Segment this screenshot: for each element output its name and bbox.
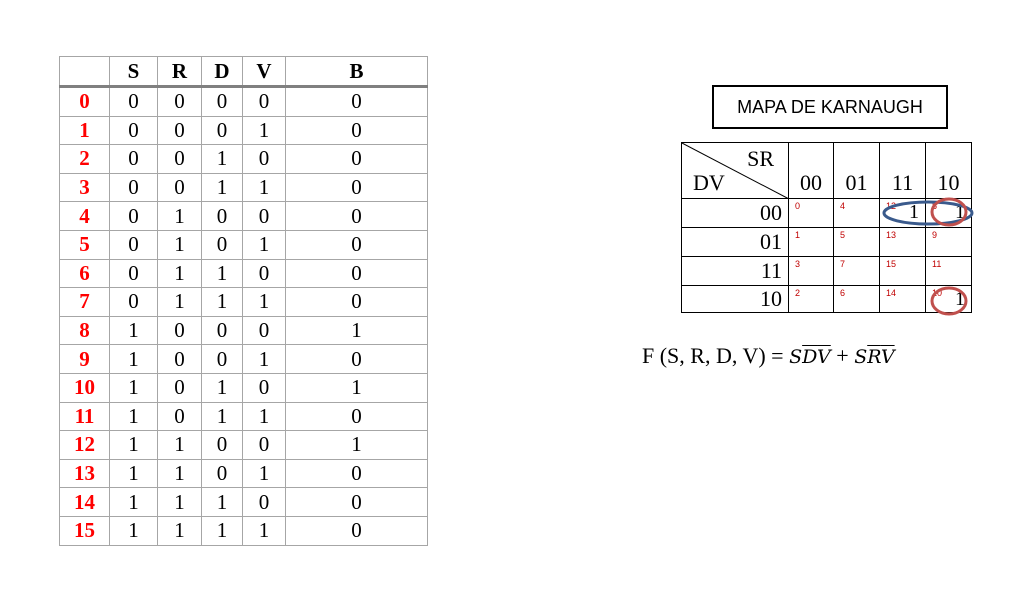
table-cell: 0 bbox=[158, 316, 202, 345]
row-index: 1 bbox=[60, 116, 110, 145]
table-row bbox=[60, 459, 428, 488]
table-cell: 1 bbox=[243, 402, 286, 431]
table-cell: 1 bbox=[158, 431, 202, 460]
table-cell: 0 bbox=[243, 202, 286, 231]
table-cell: 0 bbox=[110, 288, 158, 317]
table-cell: 1 bbox=[243, 288, 286, 317]
table-cell: 0 bbox=[202, 230, 243, 259]
table-cell: 1 bbox=[243, 116, 286, 145]
table-cell: 0 bbox=[286, 402, 428, 431]
formula-plus: + bbox=[830, 343, 855, 368]
row-index: 15 bbox=[60, 516, 110, 545]
kmap-row-header: 01 bbox=[681, 227, 789, 257]
term2-r-bar: $\overline{R}$ bbox=[867, 346, 881, 368]
table-row bbox=[60, 230, 428, 259]
table-cell: 0 bbox=[158, 116, 202, 145]
table-cell: 1 bbox=[202, 145, 243, 174]
truth-table-body bbox=[60, 87, 428, 546]
table-cell: 1 bbox=[202, 173, 243, 202]
kmap-cell-index: 6 bbox=[840, 288, 846, 298]
kmap-group-red-bottom bbox=[932, 288, 966, 314]
table-cell: 0 bbox=[158, 402, 202, 431]
table-cell: 1 bbox=[158, 202, 202, 231]
kmap-cell-index: 13 bbox=[886, 230, 897, 240]
table-row bbox=[60, 173, 428, 202]
table-row bbox=[60, 259, 428, 288]
table-cell: 0 bbox=[110, 202, 158, 231]
table-cell: 1 bbox=[158, 230, 202, 259]
kmap-cell-index: 2 bbox=[795, 288, 801, 298]
table-cell: 0 bbox=[202, 345, 243, 374]
table-cell: 0 bbox=[243, 87, 286, 117]
row-index: 4 bbox=[60, 202, 110, 231]
table-cell: 0 bbox=[202, 87, 243, 117]
kmap-cell-index: 1 bbox=[795, 230, 801, 240]
kmap-cell-index: 11 bbox=[932, 259, 942, 269]
kmap-cell-index: 12 bbox=[886, 201, 897, 211]
formula-term-2 bbox=[854, 346, 894, 368]
table-cell: 1 bbox=[158, 459, 202, 488]
table-cell: 0 bbox=[243, 259, 286, 288]
table-cell: 1 bbox=[110, 345, 158, 374]
table-row bbox=[60, 516, 428, 545]
table-row bbox=[60, 87, 428, 117]
table-cell: 1 bbox=[110, 316, 158, 345]
term1-v-bar: $\overline{V}$ bbox=[817, 346, 831, 368]
row-index: 10 bbox=[60, 373, 110, 402]
table-cell: 0 bbox=[286, 516, 428, 545]
table-cell: 0 bbox=[286, 459, 428, 488]
header-r: R bbox=[158, 57, 202, 87]
kmap-cell-index: 5 bbox=[840, 230, 846, 240]
table-cell: 0 bbox=[110, 173, 158, 202]
table-cell: 0 bbox=[158, 87, 202, 117]
table-row bbox=[60, 288, 428, 317]
header-b: B bbox=[286, 57, 428, 87]
table-cell: 1 bbox=[110, 488, 158, 517]
kmap-row-variable: DV bbox=[693, 170, 725, 195]
row-index: 11 bbox=[60, 402, 110, 431]
table-cell: 0 bbox=[286, 488, 428, 517]
table-cell: 1 bbox=[202, 288, 243, 317]
table-cell: 1 bbox=[202, 488, 243, 517]
table-cell: 1 bbox=[202, 373, 243, 402]
table-cell: 0 bbox=[286, 173, 428, 202]
table-row bbox=[60, 116, 428, 145]
term2-v-bar: $\overline{V}$ bbox=[880, 346, 895, 368]
kmap-row-header: 00 bbox=[681, 198, 789, 228]
table-cell: 0 bbox=[286, 145, 428, 174]
table-row bbox=[60, 402, 428, 431]
kmap-cell-index: 7 bbox=[840, 259, 846, 269]
table-cell: 0 bbox=[286, 345, 428, 374]
table-cell: 1 bbox=[243, 230, 286, 259]
header-s: S bbox=[110, 57, 158, 87]
kmap-cell-index: 15 bbox=[886, 259, 897, 269]
table-cell: 1 bbox=[110, 516, 158, 545]
term1-d-bar: $\overline{D}$ bbox=[802, 346, 818, 368]
table-cell: 1 bbox=[243, 345, 286, 374]
kmap-cell-value: 1 bbox=[955, 288, 965, 310]
header-d: D bbox=[202, 57, 243, 87]
table-cell: 0 bbox=[286, 259, 428, 288]
kmap-cell-index: 10 bbox=[932, 288, 943, 298]
row-index: 13 bbox=[60, 459, 110, 488]
table-cell: 0 bbox=[202, 116, 243, 145]
table-cell: 0 bbox=[286, 202, 428, 231]
kmap-cell-value: 1 bbox=[955, 201, 965, 223]
table-cell: 0 bbox=[243, 145, 286, 174]
table-cell: 0 bbox=[110, 145, 158, 174]
table-row bbox=[60, 488, 428, 517]
table-row bbox=[60, 373, 428, 402]
karnaugh-map bbox=[681, 142, 971, 312]
kmap-group-blue bbox=[884, 202, 972, 224]
kmap-cell-index: 8 bbox=[932, 201, 938, 211]
formula-term-1 bbox=[789, 346, 831, 368]
table-cell: 0 bbox=[202, 431, 243, 460]
row-index: 14 bbox=[60, 488, 110, 517]
kmap-cell-value: 1 bbox=[909, 201, 919, 223]
table-cell: 1 bbox=[202, 516, 243, 545]
table-cell: 0 bbox=[243, 488, 286, 517]
term2-s: S bbox=[854, 346, 868, 368]
table-cell: 0 bbox=[286, 116, 428, 145]
kmap-cell-index: 0 bbox=[795, 201, 801, 211]
table-cell: 0 bbox=[110, 259, 158, 288]
table-cell: 1 bbox=[202, 259, 243, 288]
table-cell: 0 bbox=[286, 87, 428, 117]
kmap-groups bbox=[681, 142, 981, 322]
kmap-title: MAPA DE KARNAUGH bbox=[712, 85, 948, 129]
table-cell: 0 bbox=[110, 230, 158, 259]
kmap-cell-index: 3 bbox=[795, 259, 801, 269]
kmap-row-header: 10 bbox=[681, 285, 789, 313]
table-cell: 1 bbox=[158, 259, 202, 288]
table-cell: 1 bbox=[110, 431, 158, 460]
table-cell: 0 bbox=[286, 230, 428, 259]
row-index: 0 bbox=[60, 87, 110, 117]
truth-table-header-row bbox=[60, 57, 428, 87]
row-index: 5 bbox=[60, 230, 110, 259]
table-cell: 1 bbox=[158, 288, 202, 317]
table-row bbox=[60, 316, 428, 345]
table-cell: 0 bbox=[202, 316, 243, 345]
table-cell: 0 bbox=[286, 288, 428, 317]
row-index: 12 bbox=[60, 431, 110, 460]
table-cell: 0 bbox=[158, 173, 202, 202]
table-cell: 0 bbox=[158, 145, 202, 174]
header-v: V bbox=[243, 57, 286, 87]
table-cell: 1 bbox=[286, 431, 428, 460]
table-row bbox=[60, 202, 428, 231]
row-index: 2 bbox=[60, 145, 110, 174]
table-cell: 0 bbox=[202, 459, 243, 488]
header-index bbox=[60, 57, 110, 87]
table-cell: 0 bbox=[158, 345, 202, 374]
term1-s: S bbox=[789, 346, 803, 368]
truth-table bbox=[59, 56, 428, 546]
table-cell: 0 bbox=[110, 87, 158, 117]
table-cell: 1 bbox=[286, 316, 428, 345]
table-cell: 1 bbox=[243, 173, 286, 202]
table-cell: 1 bbox=[202, 402, 243, 431]
kmap-col-header: 01 bbox=[833, 142, 880, 199]
row-index: 3 bbox=[60, 173, 110, 202]
kmap-cell-index: 14 bbox=[886, 288, 897, 298]
kmap-col-header: 11 bbox=[879, 142, 926, 199]
kmap-col-header: 00 bbox=[788, 142, 834, 199]
table-cell: 1 bbox=[243, 459, 286, 488]
kmap-col-header: 10 bbox=[925, 142, 972, 199]
table-cell: 1 bbox=[110, 373, 158, 402]
table-cell: 1 bbox=[243, 516, 286, 545]
table-cell: 1 bbox=[158, 516, 202, 545]
table-cell: 1 bbox=[286, 373, 428, 402]
kmap-cell-index: 4 bbox=[840, 201, 846, 211]
kmap-cell-index: 9 bbox=[932, 230, 938, 240]
row-index: 9 bbox=[60, 345, 110, 374]
table-cell: 0 bbox=[243, 316, 286, 345]
table-cell: 1 bbox=[110, 459, 158, 488]
table-cell: 0 bbox=[243, 431, 286, 460]
row-index: 6 bbox=[60, 259, 110, 288]
table-cell: 0 bbox=[243, 373, 286, 402]
row-index: 7 bbox=[60, 288, 110, 317]
table-cell: 0 bbox=[158, 373, 202, 402]
table-row bbox=[60, 431, 428, 460]
formula-lhs: F (S, R, D, V) = bbox=[642, 343, 790, 368]
table-cell: 0 bbox=[202, 202, 243, 231]
table-row bbox=[60, 345, 428, 374]
table-cell: 0 bbox=[110, 116, 158, 145]
kmap-col-variable: SR bbox=[747, 146, 774, 171]
row-index: 8 bbox=[60, 316, 110, 345]
table-row bbox=[60, 145, 428, 174]
boolean-formula bbox=[642, 343, 895, 369]
table-cell: 1 bbox=[158, 488, 202, 517]
kmap-row-header: 11 bbox=[681, 256, 789, 286]
table-cell: 1 bbox=[110, 402, 158, 431]
